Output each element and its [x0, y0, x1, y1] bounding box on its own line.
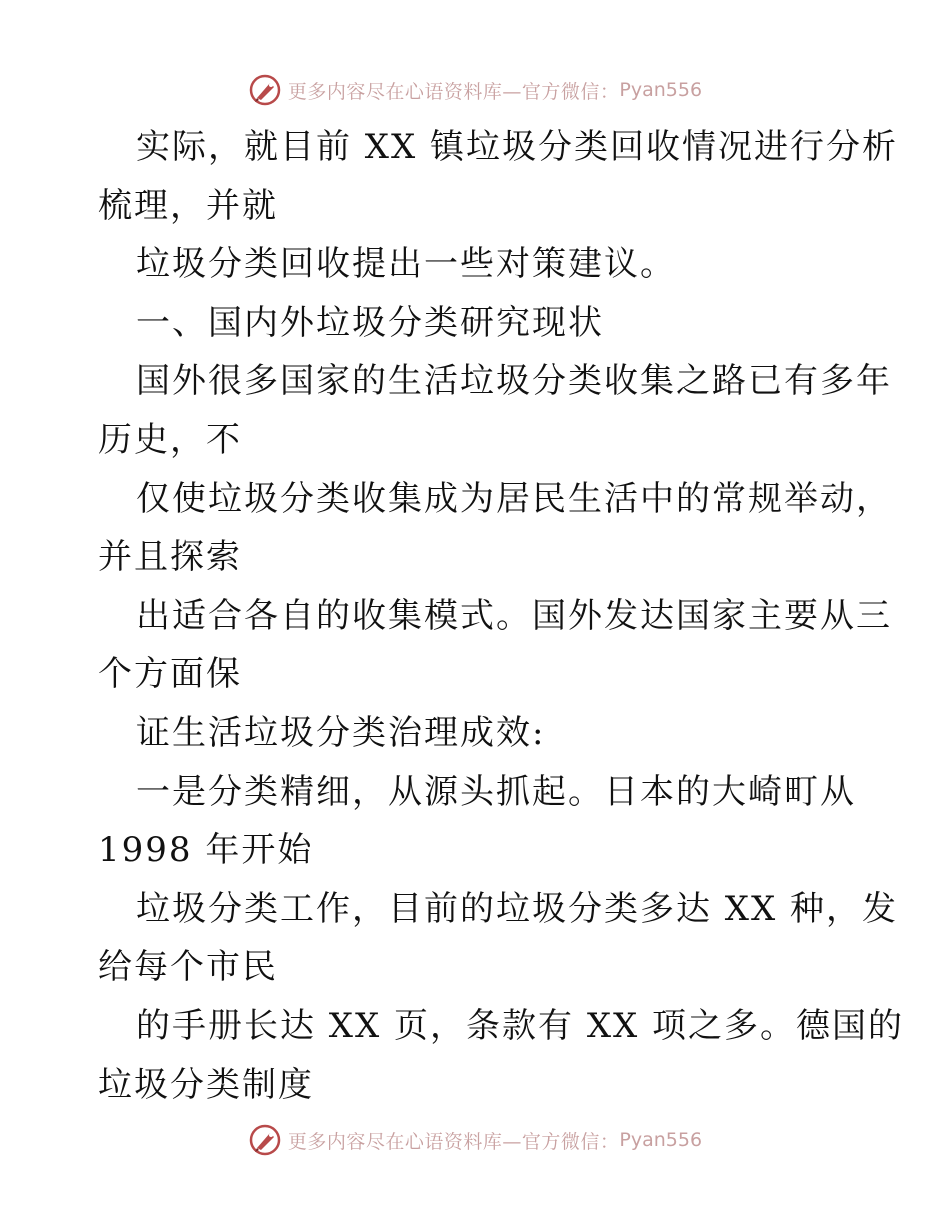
pen-nib-logo-icon — [248, 1123, 282, 1157]
document-body — [98, 118, 905, 1114]
text-line: 垃圾分类制度 — [98, 1064, 314, 1105]
text-line: 证生活垃圾分类治理成效: — [136, 712, 546, 753]
watermark-text: 更多内容尽在心语资料库—官方微信： — [287, 80, 620, 103]
header-watermark — [0, 70, 950, 110]
text-line: 并且探索 — [98, 537, 242, 578]
text-line: 国外很多国家的生活垃圾分类收集之路已有多年 — [136, 361, 892, 402]
text-line: 个方面保 — [98, 654, 242, 695]
text-line: 给每个市民 — [98, 947, 278, 988]
text-line: 1998 年开始 — [98, 830, 314, 871]
text-line: 垃圾分类工作，目前的垃圾分类多达 XX 种，发 — [136, 888, 899, 929]
text-line: 实际，就目前 XX 镇垃圾分类回收情况进行分析 — [136, 127, 899, 167]
watermark-text: 更多内容尽在心语资料库—官方微信： — [287, 1130, 620, 1153]
text-line: 垃圾分类回收提出一些对策建议。 — [136, 244, 676, 285]
text-line: 一、国内外垃圾分类研究现状 — [136, 302, 604, 343]
text-line: 历史，不 — [98, 419, 242, 460]
text-line: 一是分类精细，从源头抓起。日本的大崎町从 — [136, 771, 856, 812]
text-line: 的手册长达 XX 页，条款有 XX 项之多。德国的 — [136, 1005, 905, 1046]
watermark-wechat-id: Pyan556 — [619, 1129, 703, 1151]
footer-watermark — [0, 1120, 950, 1160]
text-line: 出适合各自的收集模式。国外发达国家主要从三 — [136, 595, 892, 636]
watermark-wechat-id: Pyan556 — [619, 79, 703, 101]
pen-nib-logo-icon — [248, 73, 282, 107]
text-line: 仅使垃圾分类收集成为居民生活中的常规举动， — [136, 478, 892, 519]
text-line: 梳理，并就 — [98, 185, 278, 226]
